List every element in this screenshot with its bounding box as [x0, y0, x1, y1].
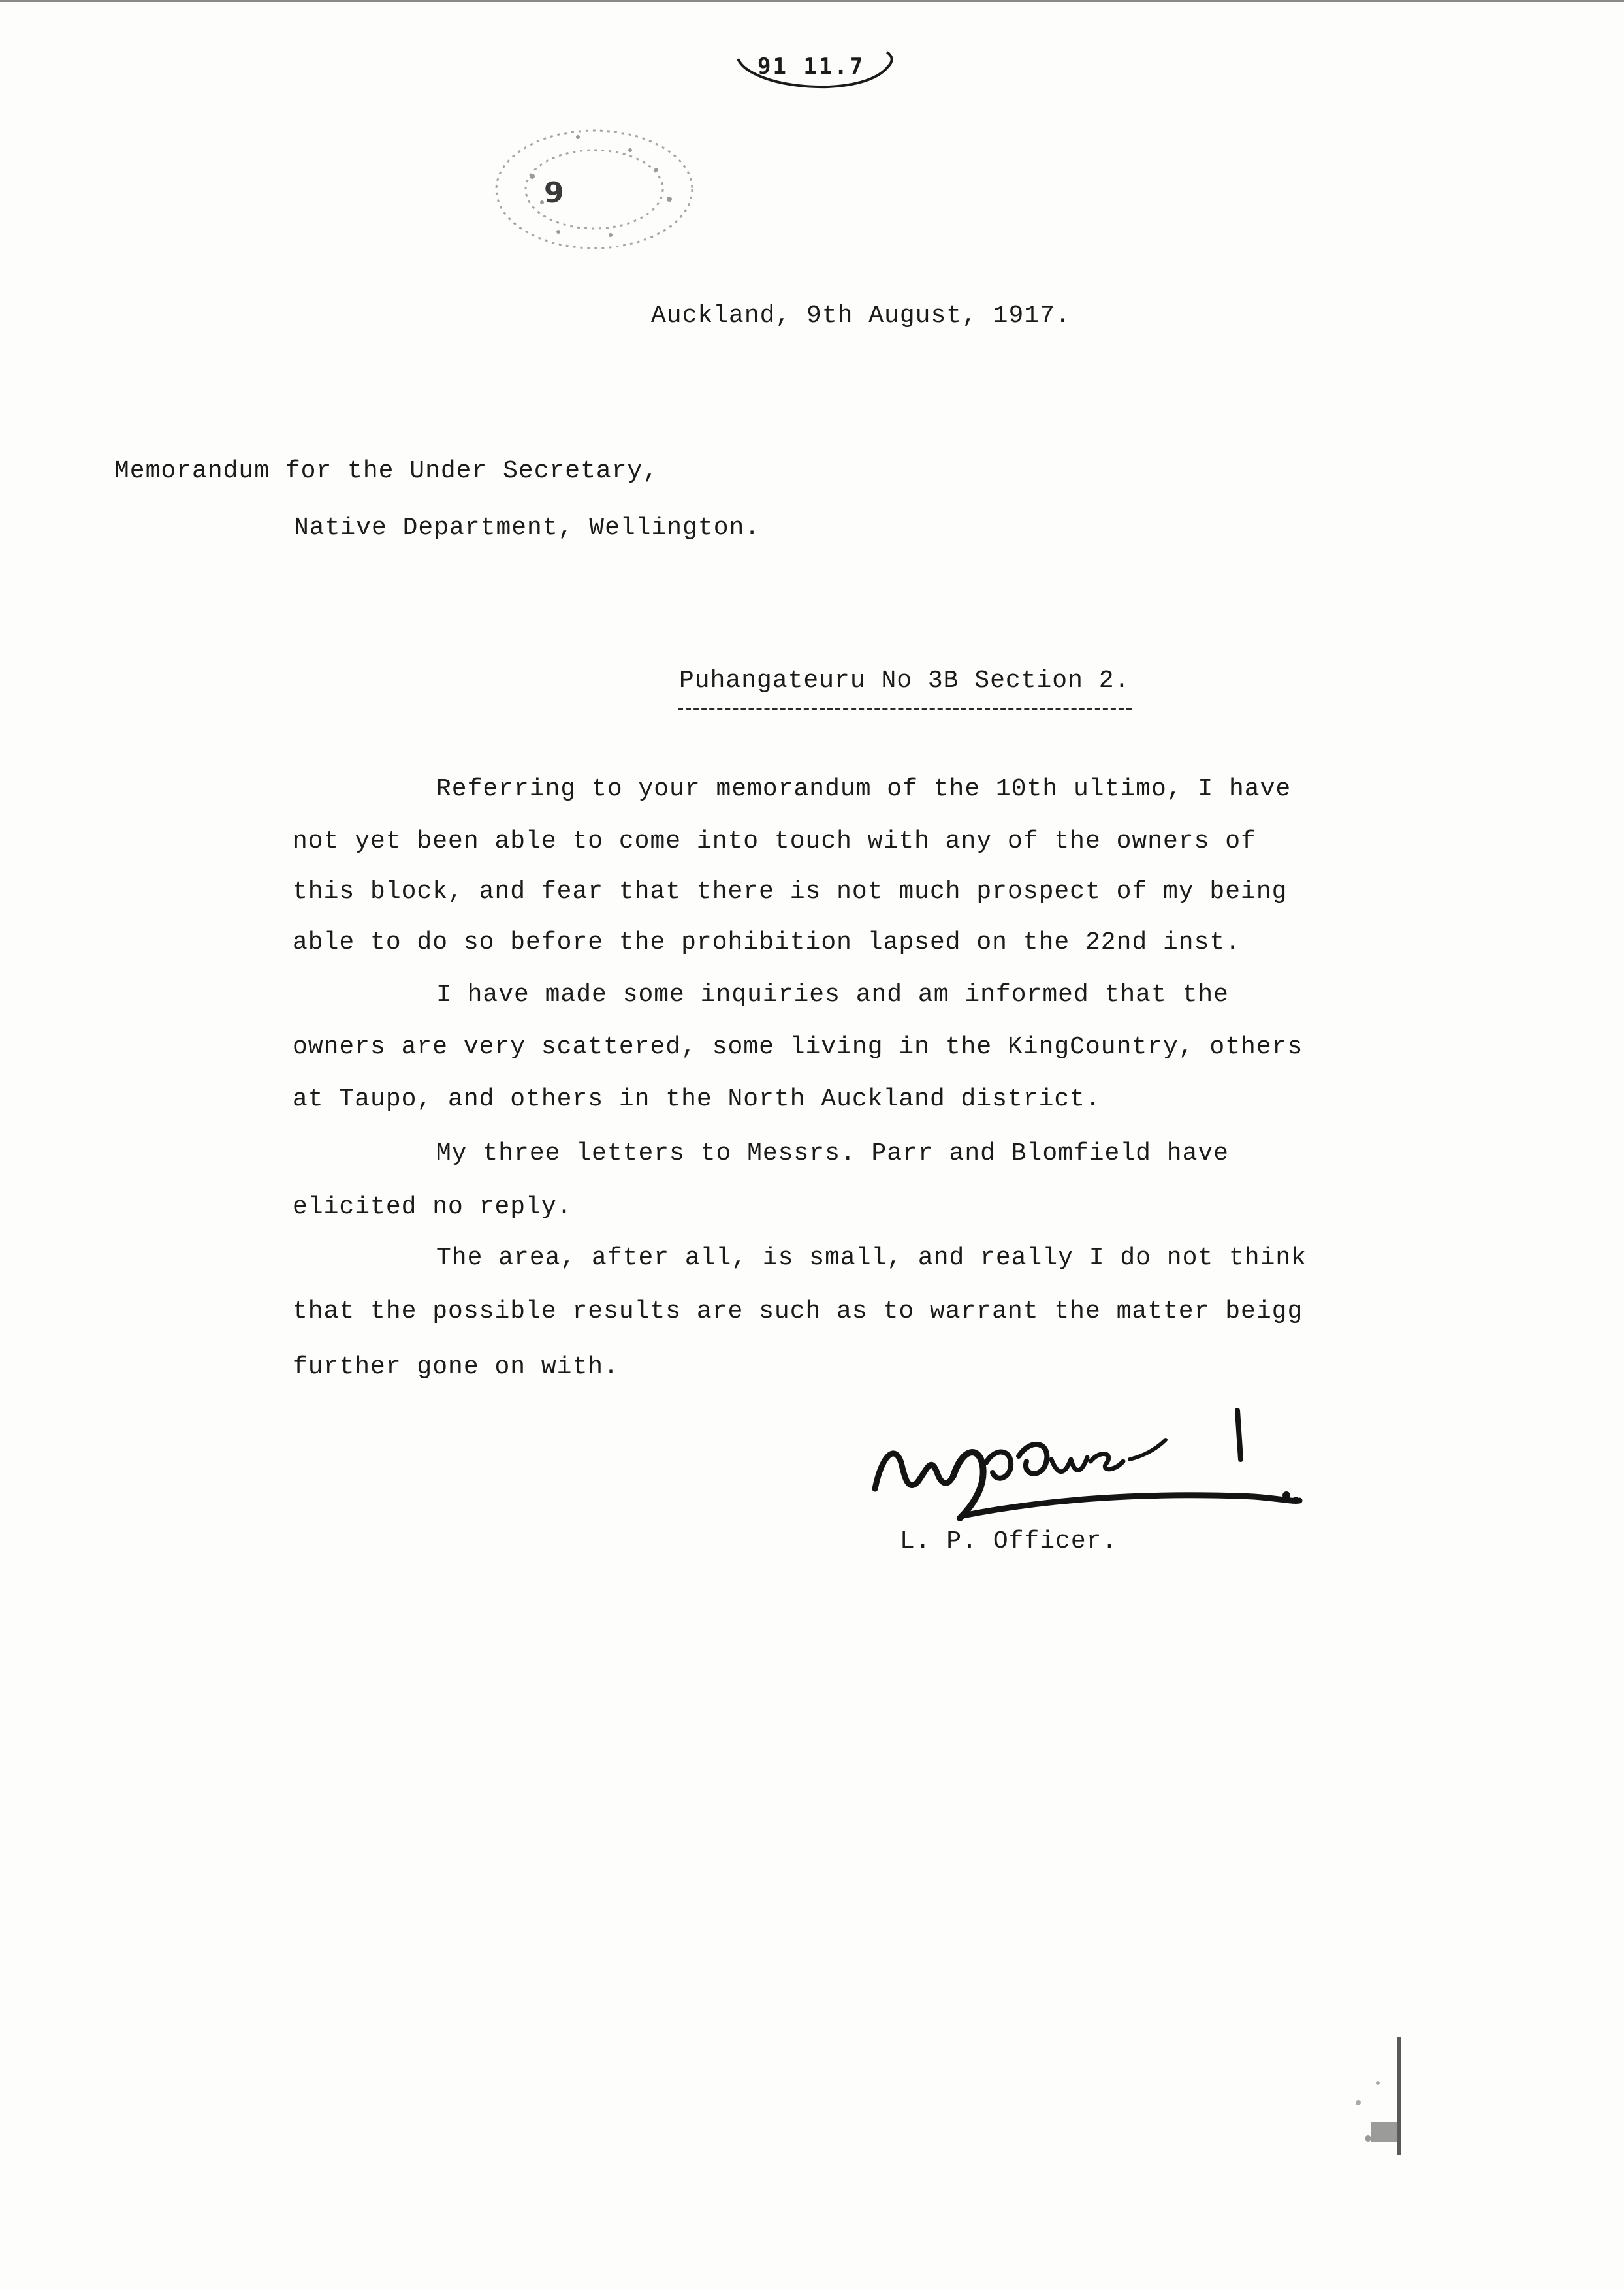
- reference-underline-icon: [731, 40, 901, 99]
- signature-title: L. P. Officer.: [900, 1527, 1118, 1555]
- addressee-line-1: Memorandum for the Under Secretary,: [114, 457, 659, 485]
- addressee-line-2: Native Department, Wellington.: [294, 514, 761, 542]
- body-line: The area, after all, is small, and really I do not think: [436, 1244, 1307, 1272]
- body-line: not yet been able to come into touch with any of the owners of: [293, 827, 1256, 855]
- svg-text:9: 9: [544, 176, 564, 210]
- scan-noise-icon: [1332, 2024, 1417, 2155]
- body-line: this block, and fear that there is not much prospect of my being: [293, 878, 1288, 906]
- body-line: at Taupo, and others in the North Auckland district.: [293, 1085, 1101, 1113]
- date-line: Auckland, 9th August, 1917.: [651, 302, 1071, 330]
- body-line: elicited no reply.: [293, 1193, 573, 1221]
- body-line: able to do so before the prohibition lapsed on the 22nd inst.: [293, 929, 1241, 957]
- body-line: My three letters to Messrs. Parr and Blomfield have: [436, 1139, 1229, 1168]
- body-line: Referring to your memorandum of the 10th ultimo, I have: [436, 775, 1292, 803]
- received-stamp-icon: [460, 91, 735, 287]
- reference-number: 91 11.7: [757, 54, 865, 80]
- body-line: further gone on with.: [293, 1353, 619, 1381]
- body-line: I have made some inquiries and am informed that the: [436, 981, 1229, 1009]
- subject-heading: Puhangateuru No 3B Section 2.: [679, 667, 1130, 695]
- subject-underline: [678, 708, 1132, 710]
- scan-top-edge: [0, 0, 1624, 2]
- handwritten-signature-icon: [855, 1384, 1313, 1528]
- body-line: owners are very scattered, some living in the KingCountry, others: [293, 1033, 1303, 1061]
- reference-mark: [731, 40, 901, 99]
- body-line: that the possible results are such as to warrant the matter beigg: [293, 1297, 1303, 1326]
